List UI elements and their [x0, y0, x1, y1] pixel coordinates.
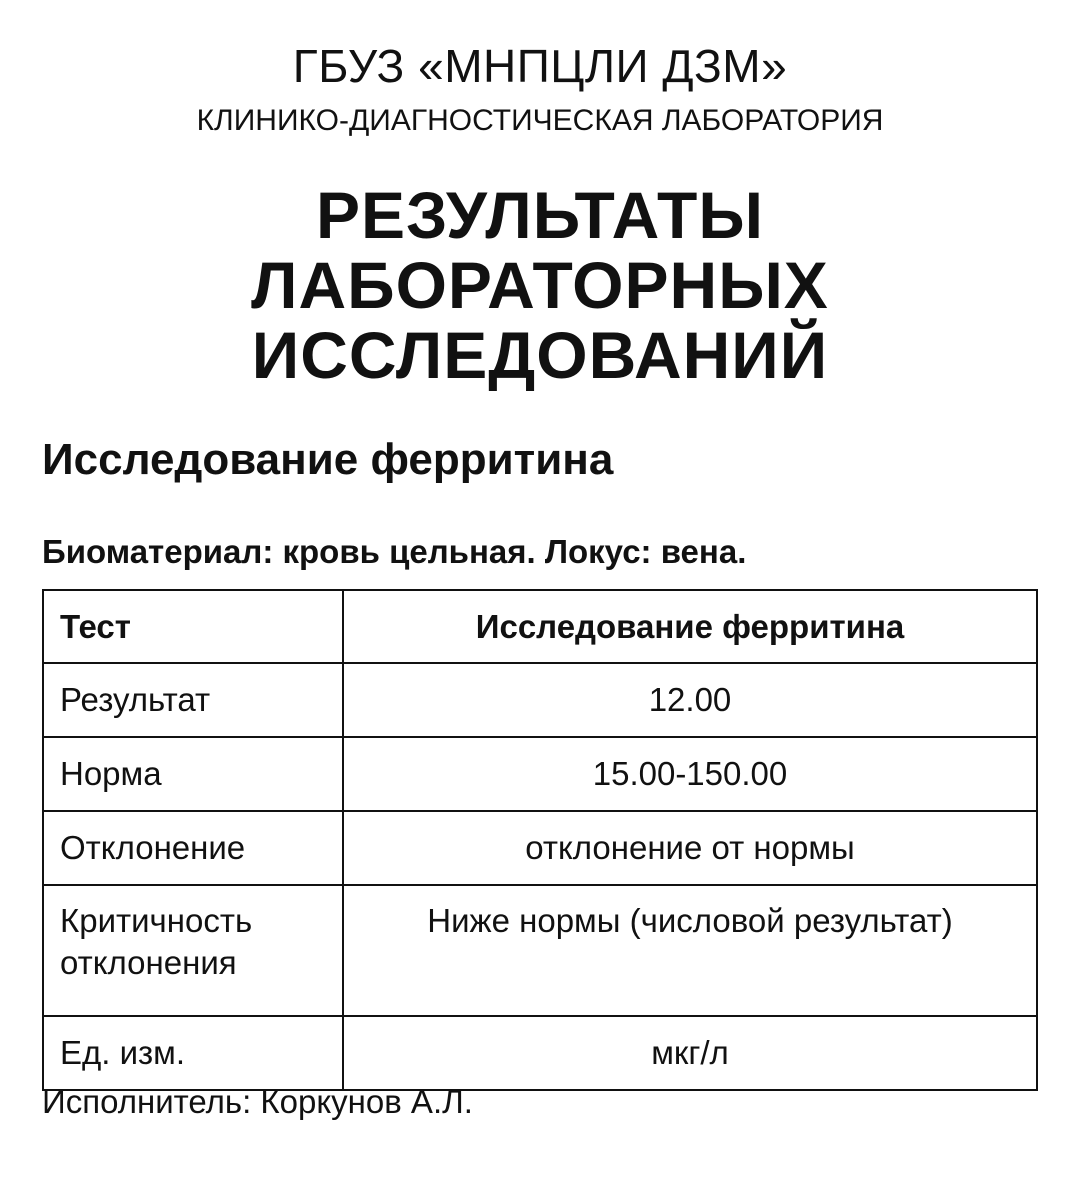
table-header-test: Тест: [43, 590, 343, 663]
biomaterial-info: Биоматериал: кровь цельная. Локус: вена.: [42, 533, 747, 570]
document-title-line: РЕЗУЛЬТАТЫ: [316, 178, 764, 252]
results-table: [42, 589, 1038, 1091]
table-row-result: [43, 663, 1037, 737]
executor-info: Исполнитель: Коркунов А.Л.: [42, 1083, 473, 1120]
table-row-deviation: [43, 811, 1037, 885]
table-row-criticality: [43, 885, 1037, 1016]
study-name: Исследование ферритина: [42, 435, 614, 484]
table-row-unit: [43, 1016, 1037, 1090]
document-title-line: ЛАБОРАТОРНЫХ: [251, 248, 829, 322]
row-label: Результат: [43, 663, 343, 737]
row-value: 12.00: [343, 663, 1037, 737]
row-value: Ниже нормы (числовой результат): [343, 885, 1037, 1016]
row-label: Критичность отклонения: [43, 885, 343, 1016]
table-header-row: [43, 590, 1037, 663]
document-title-line: ИССЛЕДОВАНИЙ: [251, 318, 829, 392]
row-value: мкг/л: [343, 1016, 1037, 1090]
row-label: Отклонение: [43, 811, 343, 885]
table-header-study: Исследование ферритина: [343, 590, 1037, 663]
row-value: 15.00-150.00: [343, 737, 1037, 811]
laboratory-name: КЛИНИКО-ДИАГНОСТИЧЕСКАЯ ЛАБОРАТОРИЯ: [196, 104, 884, 137]
organization-name: ГБУЗ «МНПЦЛИ ДЗМ»: [292, 40, 788, 92]
document-title: [0, 180, 1080, 390]
table-row-norm: [43, 737, 1037, 811]
row-value: отклонение от нормы: [343, 811, 1037, 885]
row-label: Ед. изм.: [43, 1016, 343, 1090]
row-label: Норма: [43, 737, 343, 811]
